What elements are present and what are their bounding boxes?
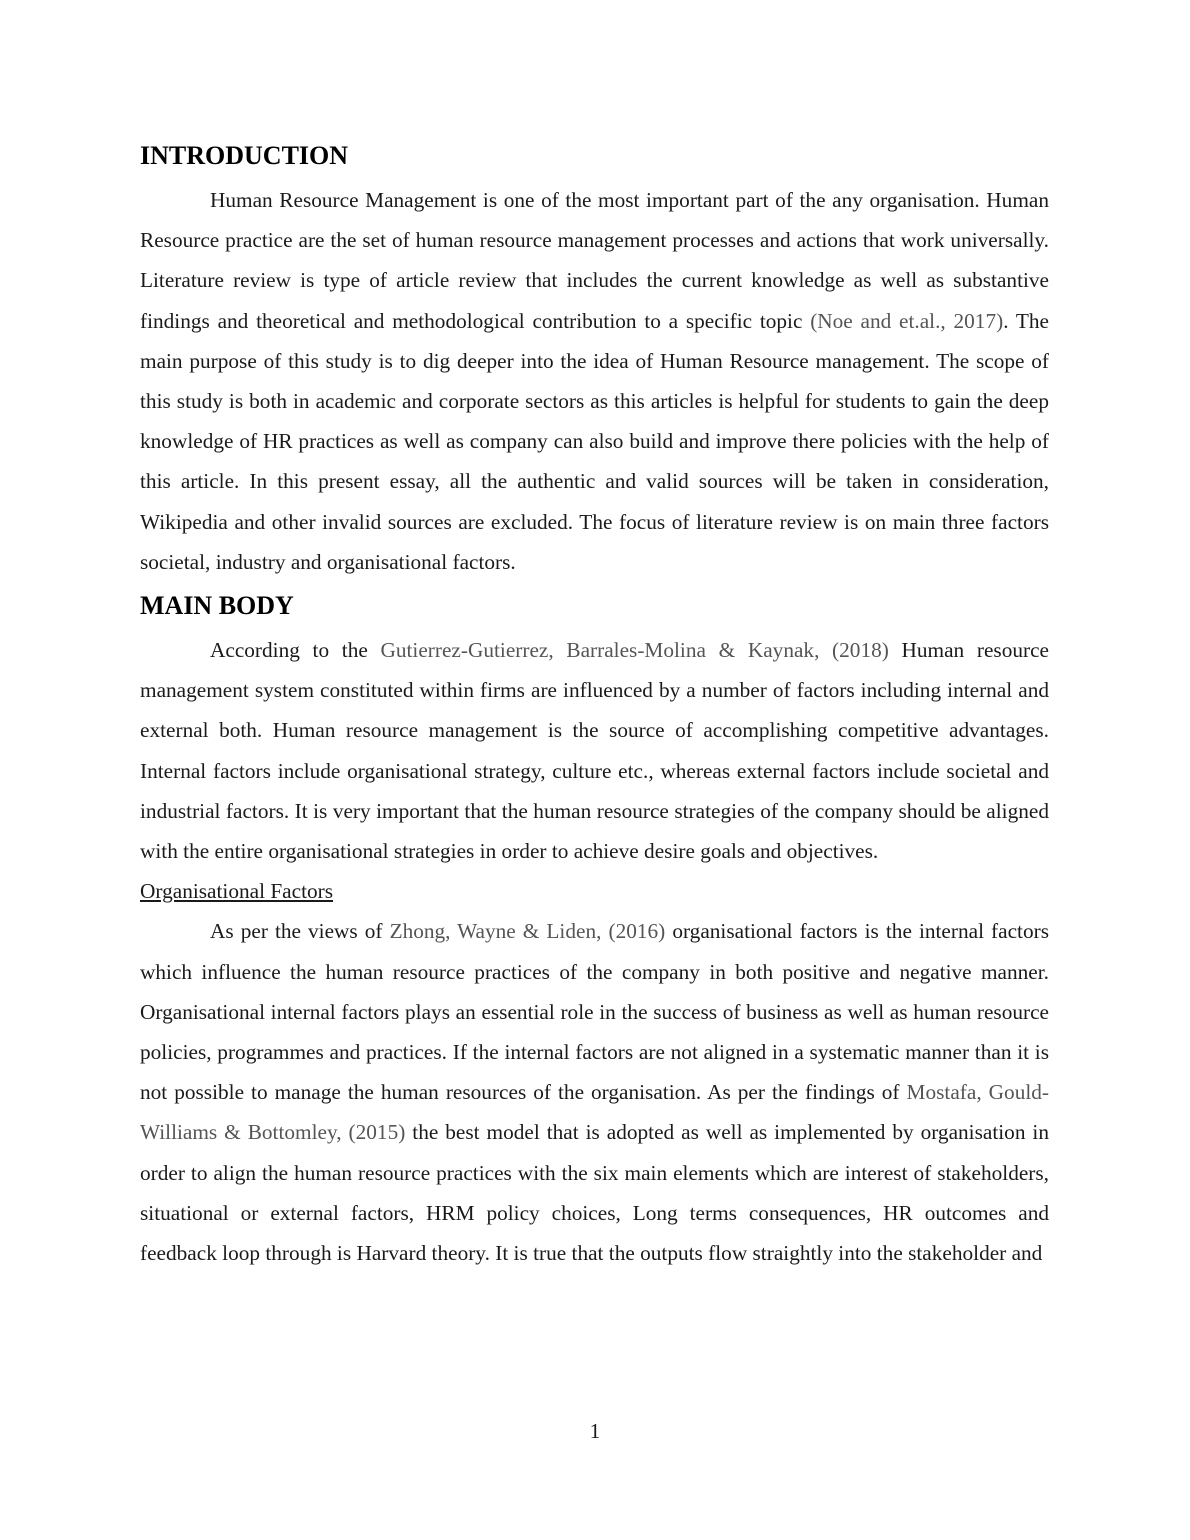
- organisational-factors-paragraph: [140, 911, 1049, 1273]
- organisational-factors-subheading: Organisational Factors: [140, 879, 334, 904]
- text-run: organisational factors is the internal factors which influence the human resource practices of the company in both positive and negative manner. Organisational internal factors plays an essential role in the success of business as well as human resource policies, programmes and practices. If the internal factors are not aligned in a systematic manner than it is not possible to manage the human resources of the organisation. As per the findings of: [140, 919, 1049, 1105]
- text-run: Human resource management system constituted within firms are influenced by a number of factors including internal and external both. Human resource management is the source of accomplishing competitive advantages. Internal factors include organisational strategy, culture etc., whereas external factors include societal and industrial factors. It is very important that the human resource strategies of the company should be aligned with the entire organisational strategies in order to achieve desire goals and objectives.: [140, 638, 1049, 864]
- citation: Gutierrez-Gutierrez, Barrales-Molina & Kaynak, (2018): [380, 638, 889, 663]
- main-body-paragraph: [140, 630, 1049, 871]
- citation: Mostafa, Gould-Williams & Bottomley, (2015): [140, 1080, 1049, 1145]
- citation: (Noe and et.al., 2017): [810, 308, 1004, 333]
- introduction-heading: INTRODUCTION: [140, 141, 349, 170]
- text-run: the best model that is adopted as well as implemented by organisation in order to align the human resource practices with the six main elements which are interest of stakeholders, situational or external factors, HRM policy choices, Long terms consequences, HR outcomes and feedback loop through is Harvard theory. It is true that the outputs flow straightly into the stakeholder and: [140, 1120, 1049, 1266]
- text-run: . The main purpose of this study is to dig deeper into the idea of Human Resource management. The scope of this study is both in academic and corporate sectors as this articles is helpful for students to gain the deep knowledge of HR practices as well as company can also build and improve there policies with the help of this article. In this present essay, all the authentic and valid sources will be taken in consideration, Wikipedia and other invalid sources are excluded. The focus of literature review is on main three factors societal, industry and organisational factors.: [140, 308, 1049, 574]
- text-run: Human Resource Management is one of the most important part of the any organisation. Human Resource practice are the set of human resource management processes and actions that work universally. Literature review is type of article review that includes the current knowledge as well as substantive findings and theoretical and methodological contribution to a specific topic: [140, 188, 1049, 333]
- introduction-paragraph: [140, 180, 1049, 582]
- main-body-heading: MAIN BODY: [140, 591, 294, 621]
- citation: Zhong, Wayne & Liden, (2016): [389, 919, 666, 944]
- page-number: 1: [589, 1419, 601, 1443]
- text-run: As per the views of: [210, 919, 390, 944]
- document-page: [140, 138, 1049, 1273]
- text-run: According to the: [210, 638, 381, 663]
